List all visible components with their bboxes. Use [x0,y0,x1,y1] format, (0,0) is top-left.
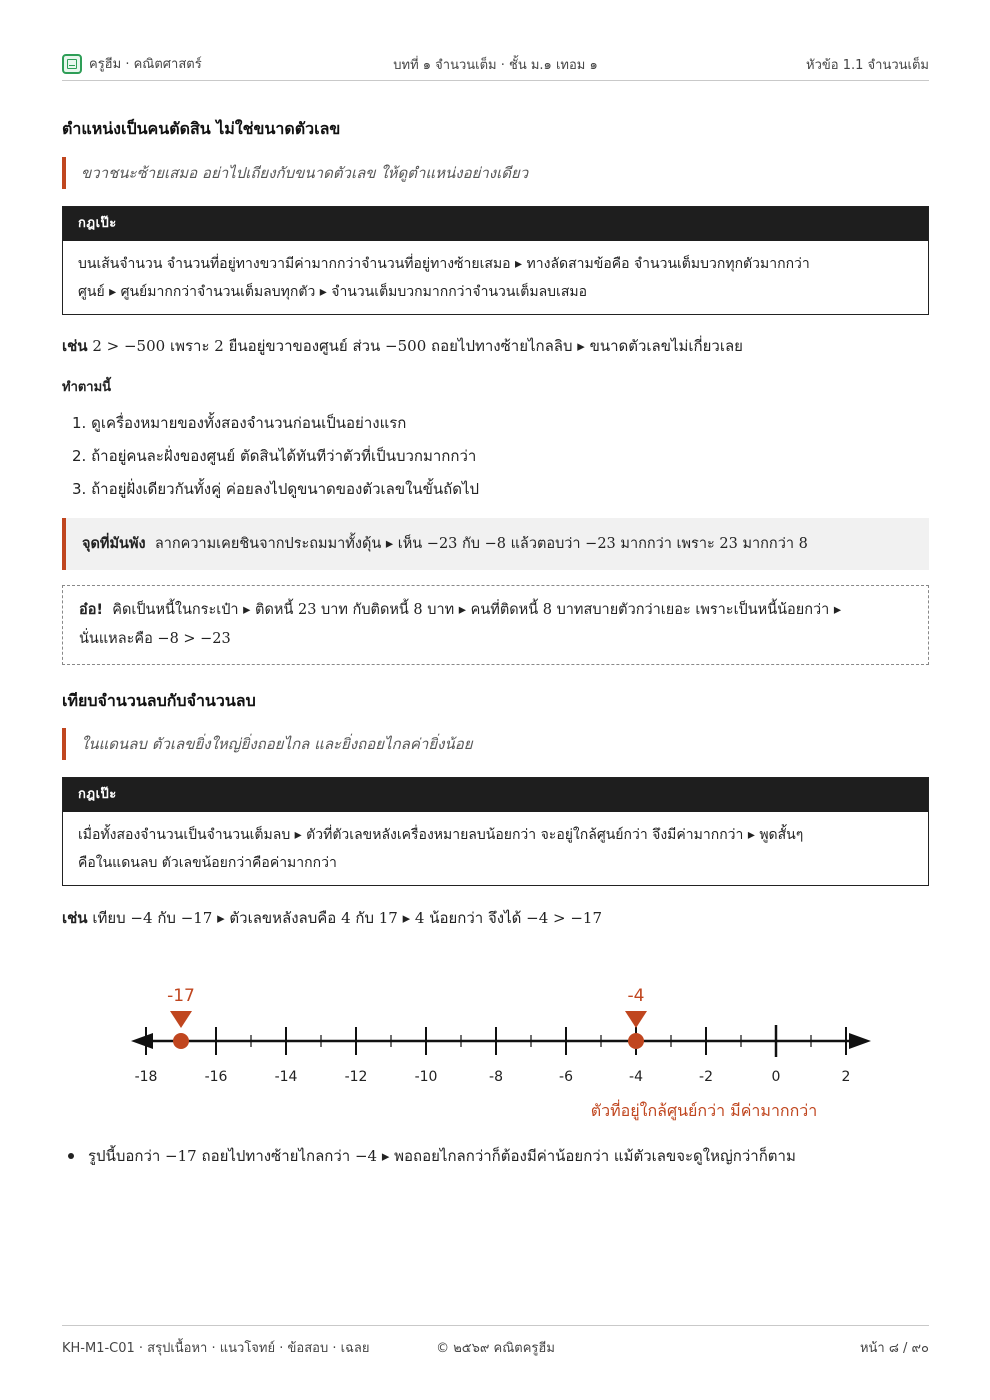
rule-box-label: กฎเป๊ะ [63,207,928,241]
pitfall-label: จุดที่มันพัง [82,536,146,552]
section-quote: ขวาชนะซ้ายเสมอ อย่าไปเถียงกับขนาดตัวเลข ให้ดูตำแหน่งอย่างเดียว [62,157,528,189]
topic-label: หัวข้อ 1.1 จำนวนเต็ม [806,58,929,73]
rule-box-label: กฎเป๊ะ [63,778,928,812]
aha-line [79,596,912,625]
rule-line: เมื่อทั้งสองจำนวนเป็นจำนวนเต็มลบ ▸ ตัวที่ตัวเลขหลังเครื่องหมายลบน้อยกว่า จะอยู่ใกล้ศูนย์กว่า จึงมีค่ามากกว่า ▸ พูดสั้นๆ [78,827,804,843]
footer-code: KH-M1-C01 · สรุปเนื้อหา · แนวโจทย์ · ข้อสอบ · เฉลย [62,1341,370,1356]
section-title: ตำแหน่งเป็นคนตัดสิน ไม่ใช่ขนาดตัวเลข [62,119,341,138]
page-header [62,50,929,81]
number-line-chart [62,975,929,1135]
step-item: 3. ถ้าอยู่ฝั่งเดียวกันทั้งคู่ ค่อยลงไปดูขนาดของตัวเลขในขั้นถัดไป [72,480,480,498]
brand-label: ครูฮีม · คณิตศาสตร์ [89,57,202,72]
steps-title: ทำตามนี้ [62,380,112,395]
aha-line: นั่นแหละคือ −8 > −23 [79,631,231,647]
example-text: เทียบ −4 กับ −17 ▸ ตัวเลขหลังลบคือ 4 กับ 17 ▸ 4 น้อยกว่า จึงได้ −4 > −17 [92,909,603,927]
rule-box-body [63,812,928,885]
tick-label: -8 [489,1069,503,1085]
rule-box-body [63,241,928,314]
tick-label: -14 [274,1069,298,1085]
point-marker-arrow [625,1011,647,1028]
rule-box [62,206,929,315]
rule-box [62,777,929,886]
point-label: -17 [167,986,195,1006]
step-item: 2. ถ้าอยู่คนละฝั่งของศูนย์ ตัดสินได้ทันทีว่าตัวที่เป็นบวกมากกว่า [72,447,477,465]
aha-text: คิดเป็นหนี้ในกระเป๋า ▸ ติดหนี้ 23 บาท กับติดหนี้ 8 บาท ▸ คนที่ติดหนี้ 8 บาทสบายตัวกว่าเยอะ เพราะเป็นหนี้น้อยกว่า ▸ [112,602,842,618]
example-label: เช่น [62,337,88,355]
tick-label: -10 [414,1069,438,1085]
section-quote: ในแดนลบ ตัวเลขยิ่งใหญ่ยิ่งถอยไกล และยิ่งถอยไกลค่ายิ่งน้อย [62,728,473,760]
point-label: -4 [627,986,645,1006]
aha-callout [62,585,929,665]
footer-copyright: © ๒๕๖๙ คณิตครูฮีม [436,1341,555,1356]
example-text: 2 > −500 เพราะ 2 ยืนอยู่ขวาของศูนย์ ส่วน −500 ถอยไปทางซ้ายไกลลิบ ▸ ขนาดตัวเลขไม่เกี่ยวเลย [92,337,743,355]
page-footer [62,1325,929,1356]
rule-line: บนเส้นจำนวน จำนวนที่อยู่ทางขวามีค่ามากกว่าจำนวนที่อยู่ทางซ้ายเสมอ ▸ ทางลัดสามข้อคือ จำนวนเต็มบวกทุกตัวมากกว่า [78,256,810,272]
tick-label: -6 [559,1069,573,1085]
rule-line: คือในแดนลบ ตัวเลขน้อยกว่าคือค่ามากกว่า [78,855,337,871]
tick-label: -12 [344,1069,368,1085]
chapter-label: บทที่ ๑ จำนวนเต็ม · ชั้น ม.๑ เทอม ๑ [393,58,598,73]
example [62,907,602,929]
bullet-dot [68,1153,74,1159]
pitfall-callout [62,518,929,570]
tick-label: -16 [204,1069,228,1085]
page-number: หน้า ๘ / ๙๐ [859,1341,929,1356]
axis-arrow-right [849,1033,871,1049]
point-marker-arrow [170,1011,192,1028]
steps-list [72,407,479,506]
point-dot [628,1033,644,1049]
example-label: เช่น [62,909,88,927]
tick-label: -4 [629,1069,643,1085]
section-title: เทียบจำนวนลบกับจำนวนลบ [62,691,256,710]
tick-label: -2 [699,1069,713,1085]
example [62,335,743,357]
aha-label: อ๋อ! [79,602,104,618]
tick-label: 2 [841,1069,851,1085]
axis-arrow-left [131,1033,153,1049]
chart-annotation: ตัวที่อยู่ใกล้ศูนย์กว่า มีค่ามากกว่า [590,1101,818,1120]
bullet-text: รูปนี้บอกว่า −17 ถอยไปทางซ้ายไกลกว่า −4 ▸ พอถอยไกลกว่าก็ต้องมีค่าน้อยกว่า แม้ตัวเลขจะดูใหญ่กว่าก็ตาม [88,1147,796,1165]
tick-label: 0 [771,1069,781,1085]
bullet-item [62,1144,796,1168]
pitfall-text: ลากความเคยชินจากประถมมาทั้งดุ้น ▸ เห็น −23 กับ −8 แล้วตอบว่า −23 มากกว่า เพราะ 23 มากกว่า 8 [154,536,808,552]
step-item: 1. ดูเครื่องหมายของทั้งสองจำนวนก่อนเป็นอย่างแรก [72,414,407,432]
rule-line: ศูนย์ ▸ ศูนย์มากกว่าจำนวนเต็มลบทุกตัว ▸ จำนวนเต็มบวกมากกว่าจำนวนเต็มลบเสมอ [78,284,588,300]
point-dot [173,1033,189,1049]
tick-label: -18 [134,1069,158,1085]
